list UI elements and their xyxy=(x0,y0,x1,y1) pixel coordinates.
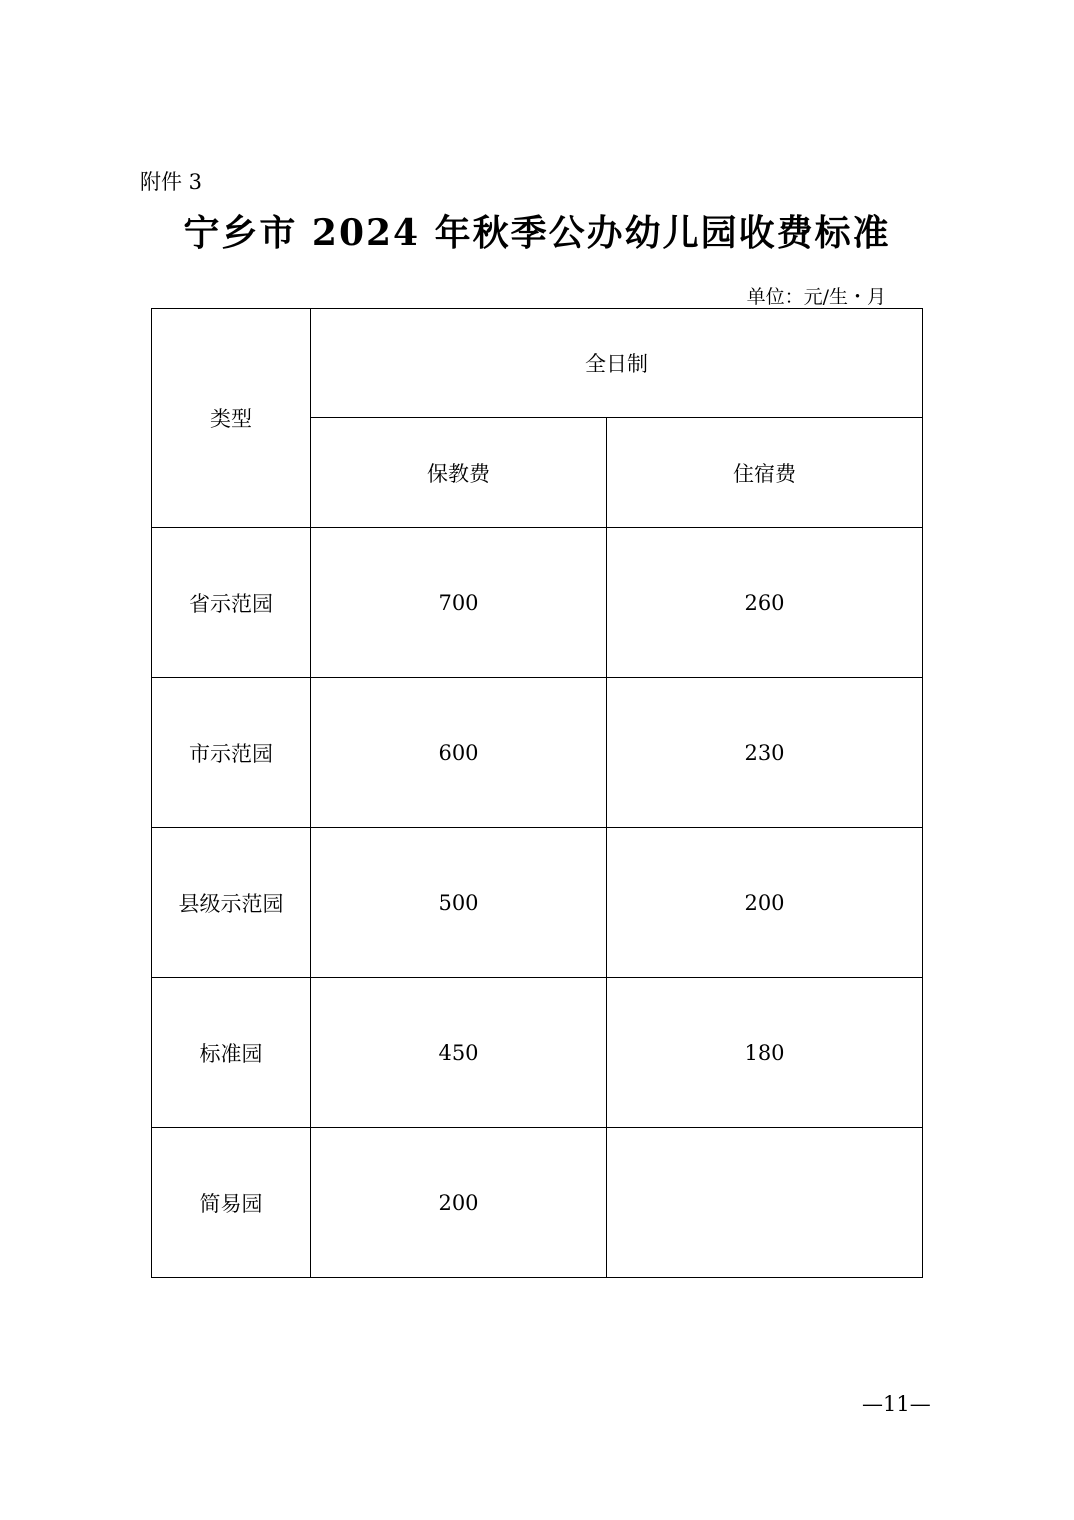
page-number: —11— xyxy=(862,1392,931,1416)
row-tuition: 200 xyxy=(311,1128,607,1278)
row-type: 县级示范园 xyxy=(152,828,311,978)
row-tuition: 500 xyxy=(311,828,607,978)
row-type: 省示范园 xyxy=(152,528,311,678)
page-title: 宁乡市 2024 年秋季公办幼儿园收费标准 xyxy=(183,212,891,254)
header-tuition: 保教费 xyxy=(311,418,607,528)
attachment-label: 附件 3 xyxy=(140,170,203,194)
table-row xyxy=(152,678,923,828)
fee-table xyxy=(151,308,923,1278)
header-type: 类型 xyxy=(152,309,311,528)
row-tuition: 600 xyxy=(311,678,607,828)
row-type: 市示范园 xyxy=(152,678,311,828)
row-boarding: 260 xyxy=(607,528,923,678)
row-type: 标准园 xyxy=(152,978,311,1128)
table-row xyxy=(152,528,923,678)
row-tuition: 700 xyxy=(311,528,607,678)
table-row xyxy=(152,1128,923,1278)
table-row xyxy=(152,828,923,978)
row-type: 简易园 xyxy=(152,1128,311,1278)
row-boarding: 180 xyxy=(607,978,923,1128)
table-row xyxy=(152,978,923,1128)
row-boarding: 200 xyxy=(607,828,923,978)
header-boarding: 住宿费 xyxy=(607,418,923,528)
table-header-row xyxy=(152,309,923,418)
unit-note: 单位：元/生・月 xyxy=(746,286,886,308)
row-tuition: 450 xyxy=(311,978,607,1128)
row-boarding: 230 xyxy=(607,678,923,828)
header-fulltime: 全日制 xyxy=(311,309,923,418)
row-boarding xyxy=(607,1128,923,1278)
